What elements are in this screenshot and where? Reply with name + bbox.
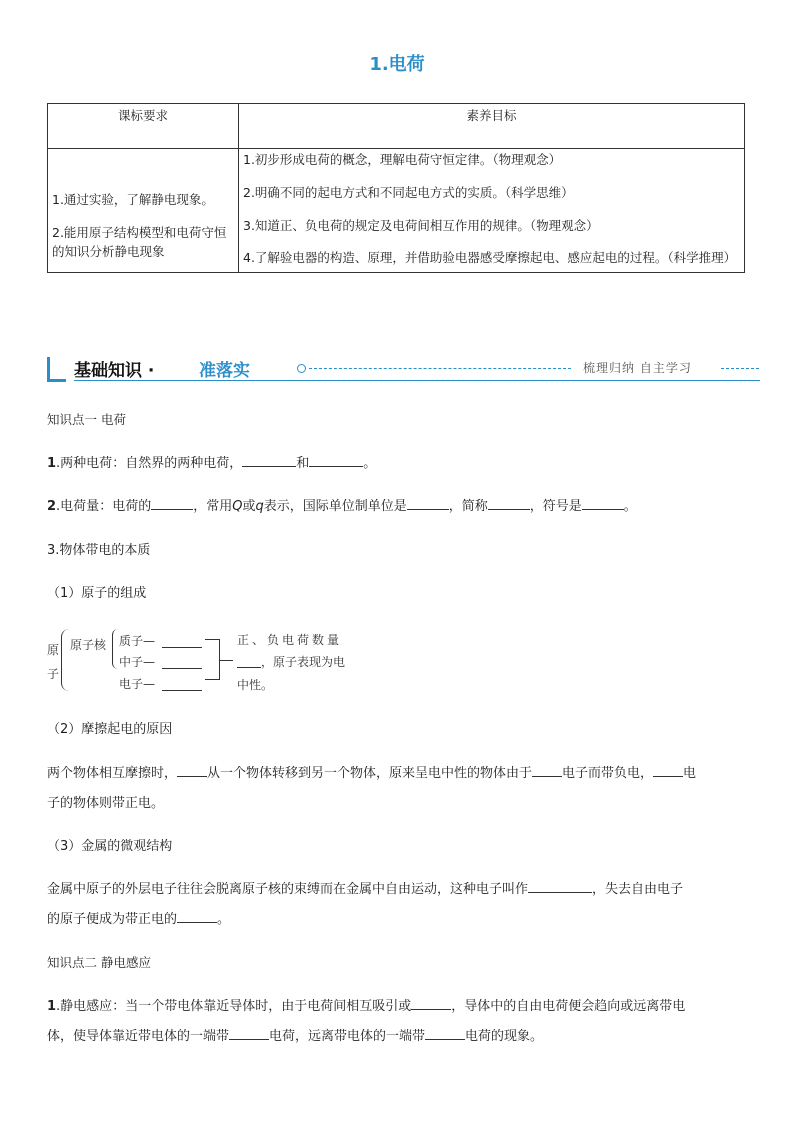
fill-blank[interactable] xyxy=(151,495,193,510)
diagram-label: 中子— xyxy=(119,655,156,669)
goals-cell xyxy=(239,149,745,273)
circle-icon xyxy=(297,364,306,373)
kp2-item1-cont xyxy=(47,1023,747,1051)
diagram-label: 原子核 xyxy=(70,638,107,652)
fill-blank[interactable] xyxy=(425,1025,465,1040)
kp1-sub3: （3）金属的微观结构 xyxy=(47,839,173,854)
text: 。 xyxy=(363,456,377,471)
curriculum-table xyxy=(47,103,745,273)
text: 从一个物体转移到另一个物体，原来呈电中性的物体由于 xyxy=(207,766,533,781)
symbol: q xyxy=(255,499,264,514)
kp2-heading: 知识点二 静电感应 xyxy=(47,955,151,970)
kp1-sub3-text-cont xyxy=(47,906,747,934)
connector xyxy=(205,639,219,640)
item-head: .两种电荷 xyxy=(56,456,113,471)
kp1-item3: 3.物体带电的本质 xyxy=(47,543,151,558)
text: ：自然界的两种电荷， xyxy=(112,456,243,471)
diagram-label: 子 xyxy=(47,667,60,681)
kp1-sub2-text-cont: 子的物体则带正电。 xyxy=(47,796,165,811)
goal-item: 4.了解验电器的构造、原理，并借助验电器感受摩擦起电、感应起电的过程。（科学推理） xyxy=(243,250,737,266)
kp1-sub3-text xyxy=(47,876,747,904)
connector xyxy=(205,679,219,680)
kp1-item1 xyxy=(47,450,747,478)
section-banner xyxy=(47,355,719,383)
diagram-label: 原 xyxy=(47,643,60,657)
diagram-label: 电子— xyxy=(119,677,156,691)
fill-blank[interactable] xyxy=(411,995,451,1010)
text: 两个物体相互摩擦时， xyxy=(47,766,178,781)
text: ：电荷的 xyxy=(99,499,152,514)
text: 或 xyxy=(242,499,256,514)
text: 表示，国际单位制单位是 xyxy=(263,499,407,514)
item-number: 1 xyxy=(47,456,57,471)
fill-blank[interactable] xyxy=(242,452,296,467)
text: ，符号是 xyxy=(529,499,582,514)
text: 。 xyxy=(217,912,231,927)
kp1-item2 xyxy=(47,493,747,521)
connector xyxy=(219,660,233,661)
fill-blank[interactable] xyxy=(162,647,202,648)
page-title: 1.电荷 xyxy=(369,54,425,75)
goal-item: 1.初步形成电荷的概念，理解电荷守恒定律。（物理观念） xyxy=(243,152,562,167)
item-number: 2 xyxy=(47,499,57,514)
text: 。 xyxy=(623,499,637,514)
text: 电荷，远离带电体的一端带 xyxy=(269,1029,426,1044)
kp1-sub2-text xyxy=(47,760,747,788)
brace xyxy=(61,629,70,691)
text: 的原子便成为带正电的 xyxy=(47,912,178,927)
diagram-note: ，原子表现为电 xyxy=(261,655,346,669)
fill-blank[interactable] xyxy=(582,495,624,510)
goal-item: 3.知道正、负电荷的规定及电荷间相互作用的规律。（物理观念） xyxy=(243,217,599,233)
atom-structure-diagram xyxy=(47,627,367,697)
diagram-note: 正、负电荷数量 xyxy=(237,633,343,647)
divider xyxy=(309,368,571,369)
fill-blank[interactable] xyxy=(528,878,592,893)
item-head: .静电感应 xyxy=(56,999,113,1014)
table-header-requirements: 课标要求 xyxy=(48,104,239,149)
item-head: .电荷量 xyxy=(56,499,100,514)
text: 体，使导体靠近带电体的一端带 xyxy=(47,1029,230,1044)
diagram-note: 中性。 xyxy=(237,678,274,692)
text: ：当一个带电体靠近导体时，由于电荷间相互吸引或 xyxy=(112,999,412,1014)
fill-blank[interactable] xyxy=(237,667,261,668)
text: ，简称 xyxy=(448,499,488,514)
fill-blank[interactable] xyxy=(162,690,202,691)
fill-blank[interactable] xyxy=(488,495,530,510)
kp1-sub2: （2）摩擦起电的原因 xyxy=(47,722,173,737)
text: 电荷的现象。 xyxy=(465,1029,544,1044)
text: 金属中原子的外层电子往往会脱离原子核的束缚而在金属中自由运动，这种电子叫作 xyxy=(47,882,529,897)
text: ，失去自由电子 xyxy=(592,882,684,897)
bracket-icon xyxy=(47,357,66,382)
text: ，导体中的自由电荷便会趋向或远离带电 xyxy=(451,999,686,1014)
goal-item: 2.明确不同的起电方式和不同起电方式的实质。（科学思维） xyxy=(243,184,574,200)
symbol: Q xyxy=(232,499,243,514)
fill-blank[interactable] xyxy=(177,908,217,923)
item-number: 1 xyxy=(47,999,57,1014)
divider xyxy=(74,380,760,381)
fill-blank[interactable] xyxy=(177,762,207,777)
banner-subtitle: 梳理归纳 自主学习 xyxy=(583,361,692,375)
requirement-item: 2.能用原子结构模型和电荷守恒的知识分析静电现象 xyxy=(52,224,227,259)
fill-blank[interactable] xyxy=(309,452,363,467)
text: 电 xyxy=(683,766,697,781)
fill-blank[interactable] xyxy=(229,1025,269,1040)
kp2-item1 xyxy=(47,993,747,1021)
text: 电子而带负电， xyxy=(562,766,654,781)
text: 和 xyxy=(296,456,310,471)
fill-blank[interactable] xyxy=(162,668,202,669)
kp1-heading: 知识点一 电荷 xyxy=(47,412,126,427)
fill-blank[interactable] xyxy=(532,762,562,777)
brace xyxy=(112,629,119,669)
table-header-goals: 素养目标 xyxy=(239,104,745,149)
diagram-label: 质子— xyxy=(119,634,156,648)
divider xyxy=(721,368,759,369)
fill-blank[interactable] xyxy=(653,762,683,777)
text: ，常用 xyxy=(193,499,233,514)
kp1-sub1: （1）原子的组成 xyxy=(47,586,147,601)
requirements-cell xyxy=(48,149,239,273)
requirement-item: 1.通过实验，了解静电现象。 xyxy=(52,192,214,207)
fill-blank[interactable] xyxy=(407,495,449,510)
banner-title-highlight: 准落实 xyxy=(199,361,250,381)
banner-title: 基础知识 · xyxy=(74,361,155,381)
